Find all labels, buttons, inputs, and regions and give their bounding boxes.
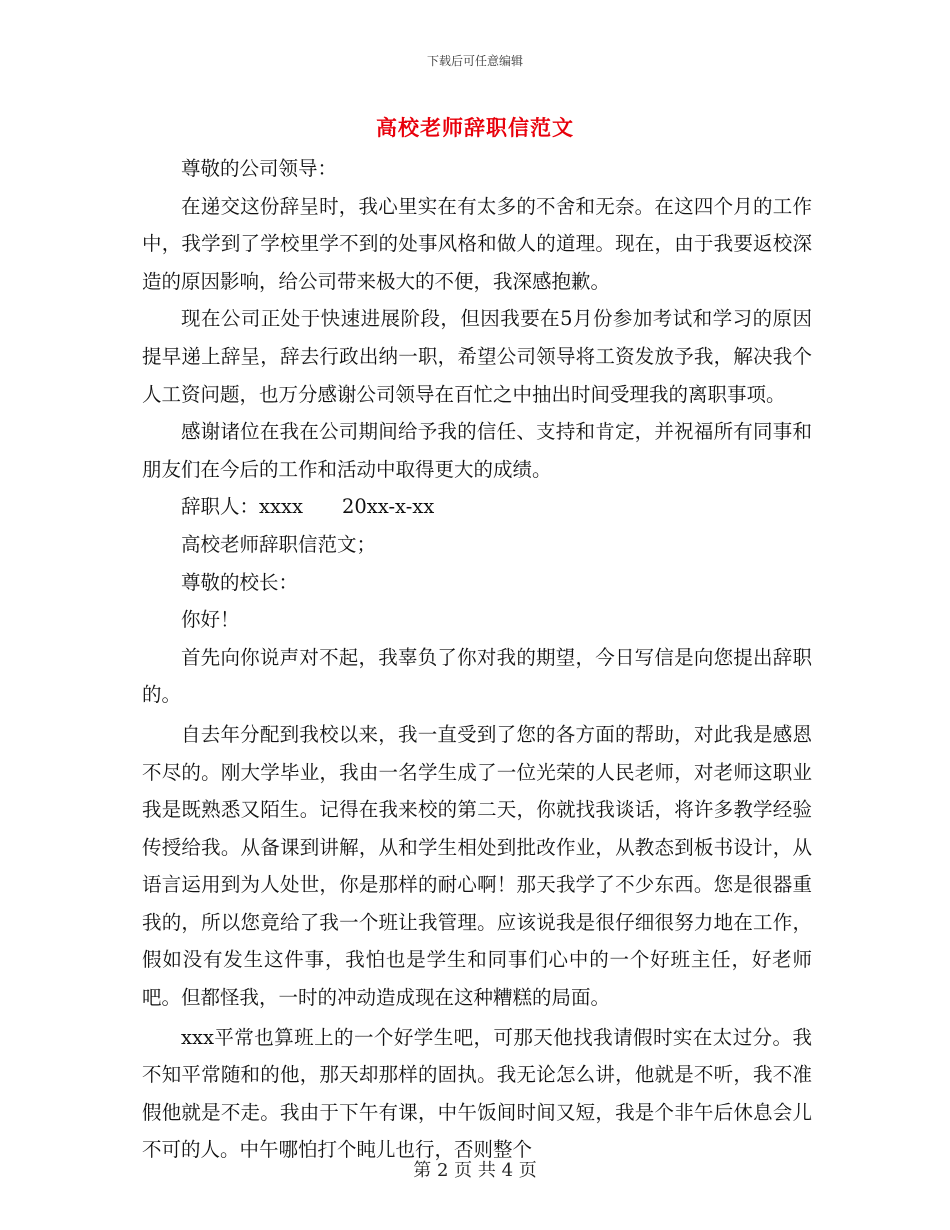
paragraph-salutation-company: 尊敬的公司领导： xyxy=(181,157,338,180)
page-number: 第 2 页 共 4 页 xyxy=(413,1160,537,1181)
paragraph: 现在公司正处于快速进展阶段，但因我要在5月份参加考试和学习的原因提早递上辞呈，辞去行政出纳一职，希望公司领导将工资发放予我，解决我个人工资问题，也万分感谢公司领导在百忙之中抽出时间受理我的离职事项。 xyxy=(142,307,812,406)
paragraph: 自去年分配到我校以来，我一直受到了您的各方面的帮助，对此我是感恩不尽的。刚大学毕业，我由一名学生成了一位光荣的人民老师，对老师这职业我是既熟悉又陌生。记得在我来校的第二天，你就找我谈话，将许多教学经验传授给我。从备课到讲解，从和学生相处到批改作业，从教态到板书设计，从语言运用到为人处世，你是那样的耐心啊！那天我学了不少东西。您是很器重我的，所以您竟给了我一个班让我管理。应该说我是很仔细很努力地在工作，假如没有发生这件事，我怕也是学生和同事们心中的一个好班主任，好老师吧。但都怪我，一时的冲动造成现在这种糟糕的局面。 xyxy=(142,722,812,1010)
document-title: 高校老师辞职信范文 xyxy=(376,116,574,140)
document-body xyxy=(142,150,812,1169)
paragraph-subtitle: 高校老师辞职信范文； xyxy=(181,532,377,556)
paragraph: 感谢诸位在我在公司期间给予我的信任、支持和肯定，并祝福所有同事和朋友们在今后的工作和活动中取得更大的成绩。 xyxy=(142,420,812,481)
paragraph: 在递交这份辞呈时，我心里实在有太多的不舍和无奈。在这四个月的工作中，我学到了学校里学不到的处事风格和做人的道理。现在，由于我要返校深造的原因影响，给公司带来极大的不便，我深感抱歉。 xyxy=(142,194,812,293)
paragraph: xxx平常也算班上的一个好学生吧，可那天他找我请假时实在太过分。我不知平常随和的他，那天却那样的固执。我无论怎么讲，他就是不听，我不准假他就是不走。我由于下午有课，中午饭间时间又短，我是个非午后休息会儿不可的人。中午哪怕打个盹儿也行，否则整个 xyxy=(142,1025,812,1162)
paragraph-signature: 辞职人：xxxx 20xx-x-xx xyxy=(181,495,435,519)
paragraph-greeting: 你好！ xyxy=(181,608,240,632)
page-header-note: 下载后可任意编辑 xyxy=(426,54,523,68)
paragraph: 首先向你说声对不起，我辜负了你对我的期望，今日写信是向您提出辞职的。 xyxy=(142,645,812,707)
paragraph-salutation-principal: 尊敬的校长： xyxy=(181,570,299,594)
